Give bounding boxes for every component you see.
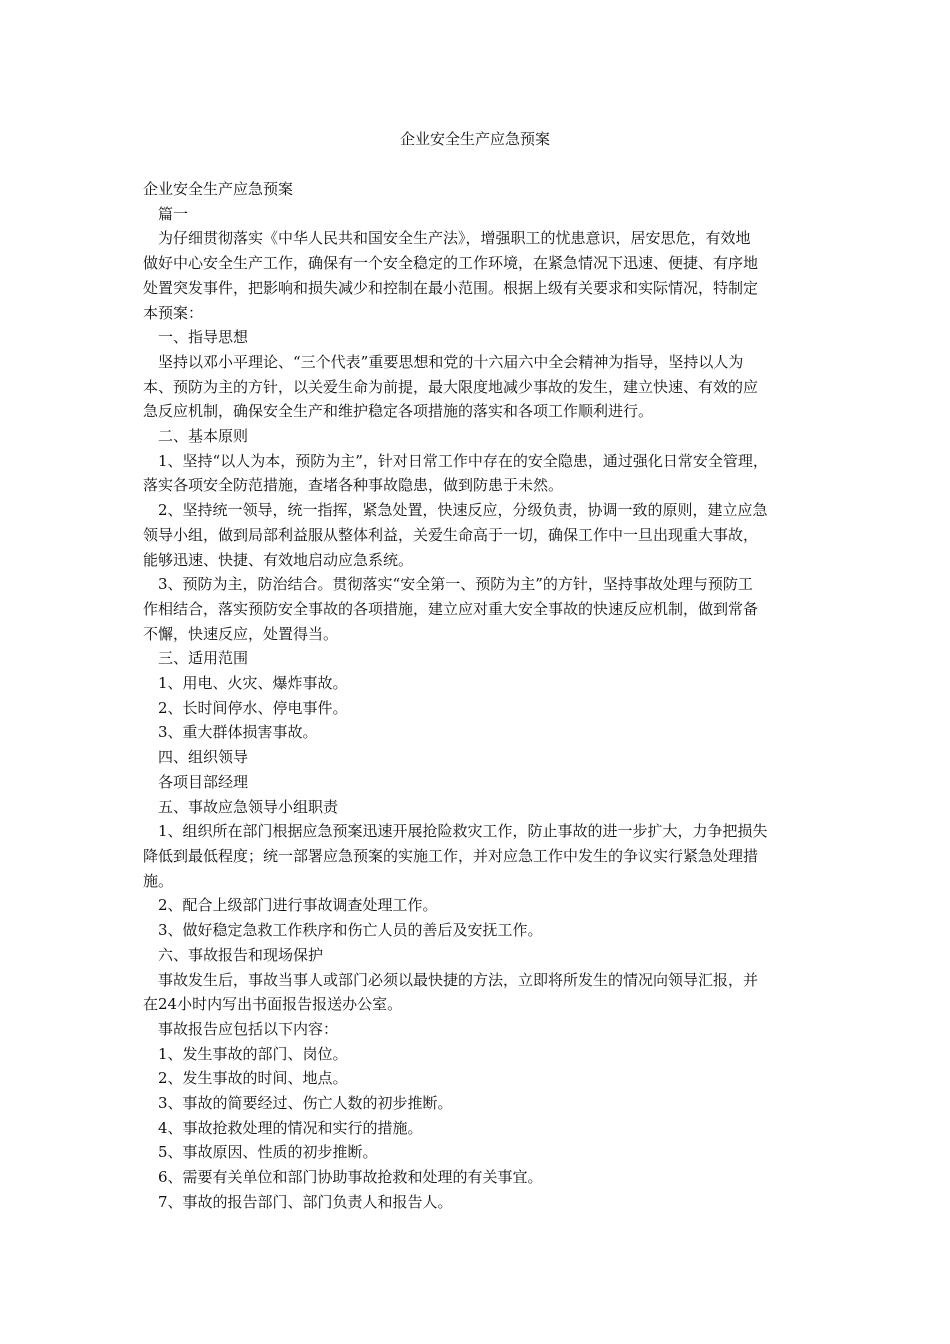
section-reporting <box>143 943 819 1215</box>
text-line: 做好中心安全生产工作，确保有一个安全稳定的工作环境，在紧急情况下迅速、便捷、有序地 <box>143 254 759 273</box>
text-line: 事故报告应包括以下内容： <box>158 1019 339 1038</box>
text-line: 1、坚持“以人为本，预防为主”，针对日常工作中存在的安全隐患，通过强化日常安全管理， <box>158 451 768 470</box>
list-item: 7、事故的报告部门、部门负责人和报告人。 <box>158 1192 453 1211</box>
document-title: 企业安全生产应急预案 <box>399 130 550 148</box>
text-line: 2、坚持统一领导，统一指挥，紧急处置，快速反应，分级负责，协调一致的原则，建立应急 <box>158 501 768 520</box>
text-line: 领导小组，做到局部利益服从整体利益，关爱生命高于一切，确保工作中一旦出现重大事故， <box>143 525 759 544</box>
document-heading: 企业安全生产应急预案 <box>143 180 294 198</box>
text-line: 落实各项安全防范措施，查堵各种事故隐患，做到防患于未然。 <box>143 476 564 495</box>
section-heading: 五、事故应急领导小组职责 <box>158 797 339 816</box>
text-line: 2、配合上级部门进行事故调查处理工作。 <box>158 896 438 915</box>
text-line: 本预案： <box>143 303 204 322</box>
text-line: 处置突发事件，把影响和损失减少和控制在最小范围。根据上级有关要求和实际情况，特制定 <box>143 278 759 297</box>
text-line: 本、预防为主的方针，以关爱生命为前提，最大限度地减少事故的发生，建立快速、有效的应 <box>143 377 759 396</box>
text-line: 为仔细贯彻落实《中华人民共和国安全生产法》，增强职工的忧患意识，居安思危，有效地 <box>158 229 751 248</box>
text-line: 降低到最低程度；统一部署应急预案的实施工作，并对应急工作中发生的争议实行紧急处理措 <box>143 846 759 865</box>
section-heading: 一、指导思想 <box>158 328 249 347</box>
section-heading: 四、组织领导 <box>158 748 249 767</box>
text-line: 3、预防为主，防治结合。贯彻落实“安全第一、预防为主”的方针，坚持事故处理与预防工 <box>158 575 753 594</box>
section-scope <box>143 646 819 745</box>
list-item: 1、发生事故的部门、岗位。 <box>158 1044 348 1063</box>
text-line: 急反应机制，确保安全生产和维护稳定各项措施的落实和各项工作顺利进行。 <box>143 402 654 421</box>
text-line: 施。 <box>143 871 174 890</box>
section-heading: 六、事故报告和现场保护 <box>158 945 324 964</box>
list-item: 1、用电、火灾、爆炸事故。 <box>158 674 348 693</box>
document-body <box>143 177 819 1215</box>
list-item: 3、重大群体损害事故。 <box>158 723 318 742</box>
list-item: 3、事故的简要经过、伤亡人数的初步推断。 <box>158 1094 453 1113</box>
text-line: 1、组织所在部门根据应急预案迅速开展抢险救灾工作，防止事故的进一步扩大，力争把损失 <box>158 822 768 841</box>
section-basic-principles <box>143 424 819 646</box>
text-line: 在24小时内写出书面报告报送办公室。 <box>143 995 403 1014</box>
list-item: 4、事故抢救处理的情况和实行的措施。 <box>158 1118 423 1137</box>
section-leadership <box>143 745 819 794</box>
section-group-duties <box>143 795 819 943</box>
section-guiding-ideology <box>143 325 819 424</box>
text-line: 能够迅速、快捷、有效地启动应急系统。 <box>143 550 414 569</box>
text-line: 作相结合，落实预防安全事故的各项措施，建立应对重大安全事故的快速反应机制，做到常备 <box>143 599 759 618</box>
text-line: 各项目部经理 <box>158 772 249 791</box>
text-line: 坚持以邓小平理论、“三个代表”重要思想和党的十六届六中全会精神为指导，坚持以人为 <box>158 352 744 371</box>
intro-paragraph <box>143 226 819 325</box>
list-item: 5、事故原因、性质的初步推断。 <box>158 1143 378 1162</box>
list-item: 2、长时间停水、停电事件。 <box>158 698 348 717</box>
list-item: 2、发生事故的时间、地点。 <box>158 1069 348 1088</box>
text-line: 不懈，快速反应，处置得当。 <box>143 624 339 643</box>
section-heading: 三、适用范围 <box>158 649 249 668</box>
text-line: 3、做好稳定急救工作秩序和伤亡人员的善后及安抚工作。 <box>158 921 543 940</box>
list-item: 6、需要有关单位和部门协助事故抢救和处理的有关事宜。 <box>158 1168 543 1187</box>
text-line: 事故发生后，事故当事人或部门必须以最快捷的方法，立即将所发生的情况向领导汇报，并 <box>158 970 759 989</box>
part-label: 篇一 <box>158 204 189 223</box>
section-heading: 二、基本原则 <box>158 427 249 446</box>
